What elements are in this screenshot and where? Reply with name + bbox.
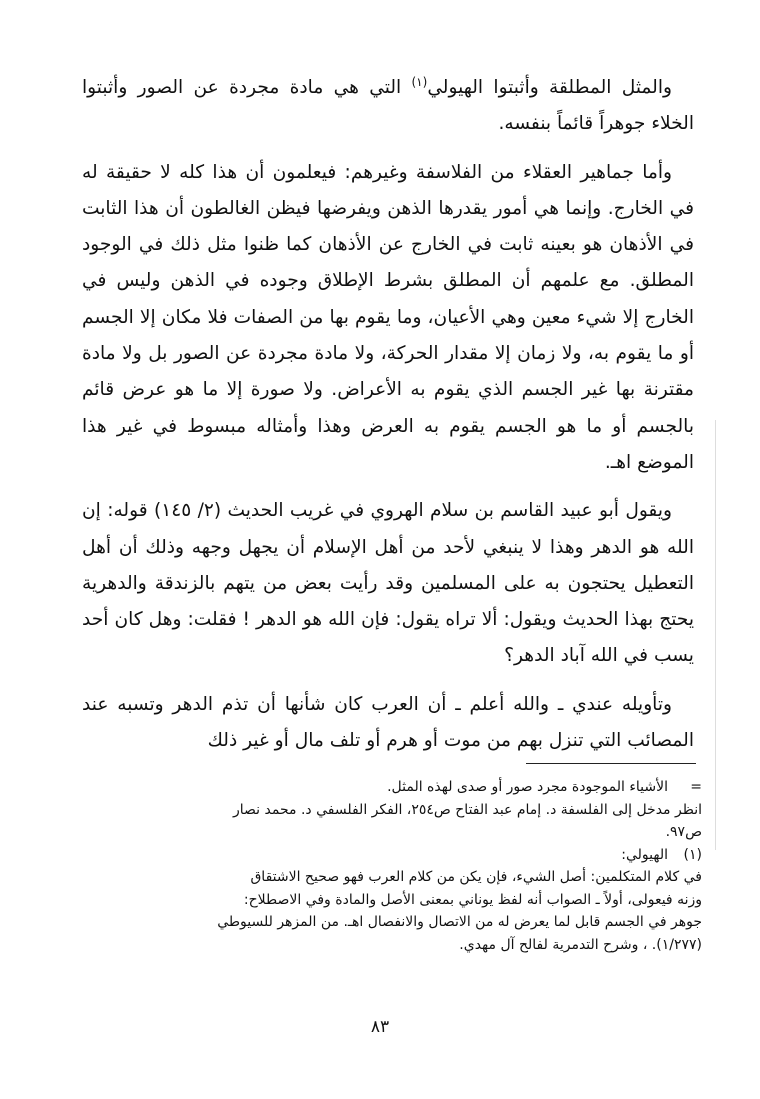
footnote-1-line-1: في كلام المتكلمين: أصل الشيء، فإن يكن من كلام العرب فهو صحيح الاشتقاق bbox=[250, 869, 702, 885]
footnote-ref-1: (١) bbox=[411, 74, 428, 89]
paragraph-1 bbox=[82, 70, 694, 143]
footnote-1-title: الهيولي: bbox=[621, 846, 668, 863]
continued-line-1: الأشياء الموجودة مجرد صور أو صدى لهذه المثل. bbox=[387, 779, 668, 795]
continued-line-2: انظر مدخل إلى الفلسفة د. إمام عبد الفتاح ص٢٥٤، الفكر الفلسفي د. محمد نصار bbox=[233, 801, 702, 818]
main-text bbox=[82, 70, 694, 771]
footnote-1-marker: (١) bbox=[683, 846, 702, 863]
page-number: ٨٣ bbox=[370, 1017, 390, 1037]
continued-footnote bbox=[82, 776, 702, 799]
footnote-separator bbox=[526, 763, 696, 764]
paragraph-4: وتأويله عندي ـ والله أعلم ـ أن العرب كان شأنها أن تذم الدهر وتسبه عند المصائب التي تنزل بهم من موت أو هرم أو تلف مال أو غير ذلك bbox=[82, 693, 694, 752]
paragraph-2: وأما جماهير العقلاء من الفلاسفة وغيرهم: فيعلمون أن هذا كله لا حقيقة له في الخارج. وإنما هي أمور يقدرها الذهن ويفرضها فيظن الغالطون أن هذا الثابت في الأذهان هو بعينه ثابت في الخارج عن الأذهان كما ظنوا مثل ذلك في الوجود المطلق. مع علمهم أن المطلق بشرط الإطلاق وجوده في الذهن وليس في الخارج إلا شيء معين وهي الأعيان، وما يقوم بها من الصفات فلا مكان إلا الجسم أو ما يقوم به، ولا زمان إلا مقدار الحركة، ولا مادة مجردة عن الصور بل ولا مادة مقترنة بها غير الجسم الذي يقوم به الأعراض. ولا صورة إلا ما هو عرض قائم بالجسم أو ما هو الجسم يقوم به العرض وهذا وأمثاله مبسوط في غير هذا الموضع اهـ. bbox=[82, 161, 694, 473]
footnote-1-line-4: (١/٢٧٧). ، وشرح التدمرية لفالح آل مهدي. bbox=[459, 936, 702, 953]
footnote-1-line-2: وزنه فيعولى، أولاً ـ الصواب أنه لفظ يوناني بمعنى الأصل والمادة وفي الاصطلاح: bbox=[243, 891, 702, 908]
paragraph-1-after: التي هي مادة مجردة عن الصور وأثبتوا الخلاء جوهراً قائماً بنفسه. bbox=[82, 77, 694, 135]
page-edge-line bbox=[715, 420, 716, 850]
paragraph-3: ويقول أبو عبيد القاسم بن سلام الهروي في غريب الحديث (٢/ ١٤٥) قوله: إن الله هو الدهر وهذا لا ينبغي لأحد من أهل الإسلام أن يجهل وجهه وذلك أن أهل التعطيل يحتجون به على المسلمين وقد رأيت بعض من يتهم بالزندقة والدهرية يحتج بهذا الحديث ويقول: ألا تراه يقول: فإن الله هو الدهر ! فقلت: وهل كان أحد يسب في الله آباد الدهر؟ bbox=[82, 500, 694, 667]
footnote-1-head bbox=[82, 844, 702, 867]
paragraph-1-before: والمثل المطلقة وأثبتوا الهيولي bbox=[427, 77, 672, 98]
footnotes bbox=[82, 776, 702, 956]
footnote-1-line-3: جوهر في الجسم قابل لما يعرض له من الاتصال والانفصال اهـ. من المزهر للسيوطي bbox=[217, 914, 702, 930]
continued-line-3: ص٩٧. bbox=[665, 824, 702, 840]
continued-marker: = bbox=[690, 779, 702, 795]
